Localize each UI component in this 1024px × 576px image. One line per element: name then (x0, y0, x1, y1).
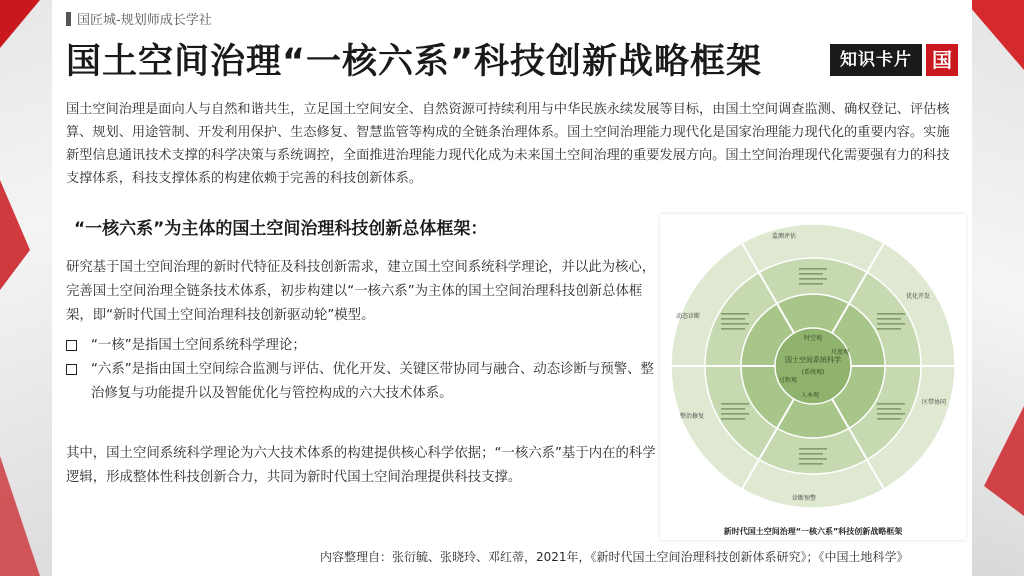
framework-paragraph: 研究基于国土空间治理的新时代特征及科技创新需求，建立国土空间系统科学理论，并以此为核心，完善国土空间治理全链条技术体系，初步构建以“一核六系”为主体的国土空间治理科技创新总体框架，即“新时代国土空间治理科技创新驱动轮”模型。 (66, 260, 656, 323)
text-line-block (877, 403, 905, 405)
decor-shard (0, 180, 30, 290)
bullet-text: “六系”是指由国土空间综合监测与评估、优化开发、关键区带协同与融合、动态诊断与预警、整治修复与功能提升以及智能优化与管控构成的六大技术体系。 (91, 362, 654, 401)
text-line-block (799, 283, 823, 285)
text-line-block (799, 463, 823, 465)
text-line-block (877, 328, 901, 330)
text-line-block (721, 318, 745, 320)
core-label: 国土空间系统科学 (785, 356, 841, 364)
bullet-text: “一核”是指国土空间系统科学理论； (91, 338, 306, 353)
badge-label: 知识卡片 (830, 44, 922, 76)
text-line-block (799, 268, 827, 270)
text-line-block (721, 408, 745, 410)
decor-shard (964, 0, 1024, 70)
text-line-block (721, 328, 745, 330)
text-line-block (721, 403, 749, 405)
knowledge-card (52, 0, 972, 576)
text-line-block (877, 418, 901, 420)
text-line-block (799, 453, 823, 455)
text-line-block (877, 413, 905, 415)
text-line-block (799, 458, 827, 460)
ring-label: 人本观 (800, 392, 820, 399)
conclusion-paragraph: 其中，国土空间系统科学理论为六大技术体系的构建提供核心科学依据；“一核六系”基于内在的科学逻辑，形成整体性科技创新合力，共同为新时代国土空间治理提供科技支撑。 (66, 446, 656, 485)
ring-label: 尺度观 (830, 349, 850, 356)
text-line-block (799, 278, 827, 280)
brand-header (66, 9, 212, 28)
ring-label: 时空观 (803, 335, 823, 342)
outer-label: 动态诊断 (676, 313, 701, 320)
outer-label: 整治修复 (680, 413, 705, 420)
text-line-block (877, 313, 905, 315)
outer-label: 优化开发 (906, 293, 931, 300)
decor-shard (0, 456, 40, 576)
decor-shard (0, 0, 40, 60)
text-line-block (721, 418, 745, 420)
decor-shard (984, 406, 1024, 516)
diagram-caption: 新时代国土空间治理“一核六系”科技创新战略框架 (723, 527, 903, 536)
brand-label: 国匠城-规划师成长学社 (77, 13, 212, 28)
outer-label: 诊断预警 (792, 495, 817, 502)
brand-bar-icon (66, 12, 71, 26)
text-line-block (721, 313, 749, 315)
text-line-block (721, 413, 749, 415)
framework-diagram (660, 214, 966, 540)
list-item (66, 358, 656, 406)
outer-label: 监测评估 (772, 233, 797, 240)
outer-label: 区带协同 (922, 399, 947, 406)
text-line-block (877, 408, 901, 410)
checkbox-bullet-icon (66, 364, 77, 375)
bullet-list (66, 334, 656, 406)
text-line-block (799, 448, 827, 450)
source-citation: 内容整理自：张衍毓、张晓玲、邓红蒂，2021年，《新时代国土空间治理科技创新体系研究》；《中国土地科学》 (320, 550, 909, 564)
intro-paragraph: 国土空间治理是面向人与自然和谐共生，立足国土空间安全、自然资源可持续利用与中华民族永续发展等目标，由国土空间调查监测、确权登记、评估核算、规划、用途管制、开发利用保护、生态修复、智慧监管等构成的全链条治理体系。国土空间治理能力现代化是国家治理能力现代化的重要内容。实施新型信息通讯技术支撑的科学决策与系统调控，全面推进治理能力现代化成为未来国土空间治理的重要发展方向。国土空间治理现代化需要强有力的科技支撑体系，科技支撑体系的构建依赖于完善的科技创新体系。 (66, 102, 950, 186)
text-line-block (877, 318, 901, 320)
checkbox-bullet-icon (66, 340, 77, 351)
drive-wheel-diagram (660, 214, 966, 520)
core-sublabel: (系统观) (801, 369, 825, 376)
text-line-block (799, 273, 823, 275)
ring-label: 过程观 (778, 377, 798, 384)
logo-icon: 国 (926, 44, 958, 76)
text-line-block (877, 323, 905, 325)
knowledge-card-badge (830, 44, 958, 76)
list-item (66, 334, 656, 358)
page-title: 国土空间治理“一核六系”科技创新战略框架 (66, 42, 763, 82)
text-line-block (721, 323, 749, 325)
section-heading: “一核六系”为主体的国土空间治理科技创新总体框架： (74, 219, 488, 239)
